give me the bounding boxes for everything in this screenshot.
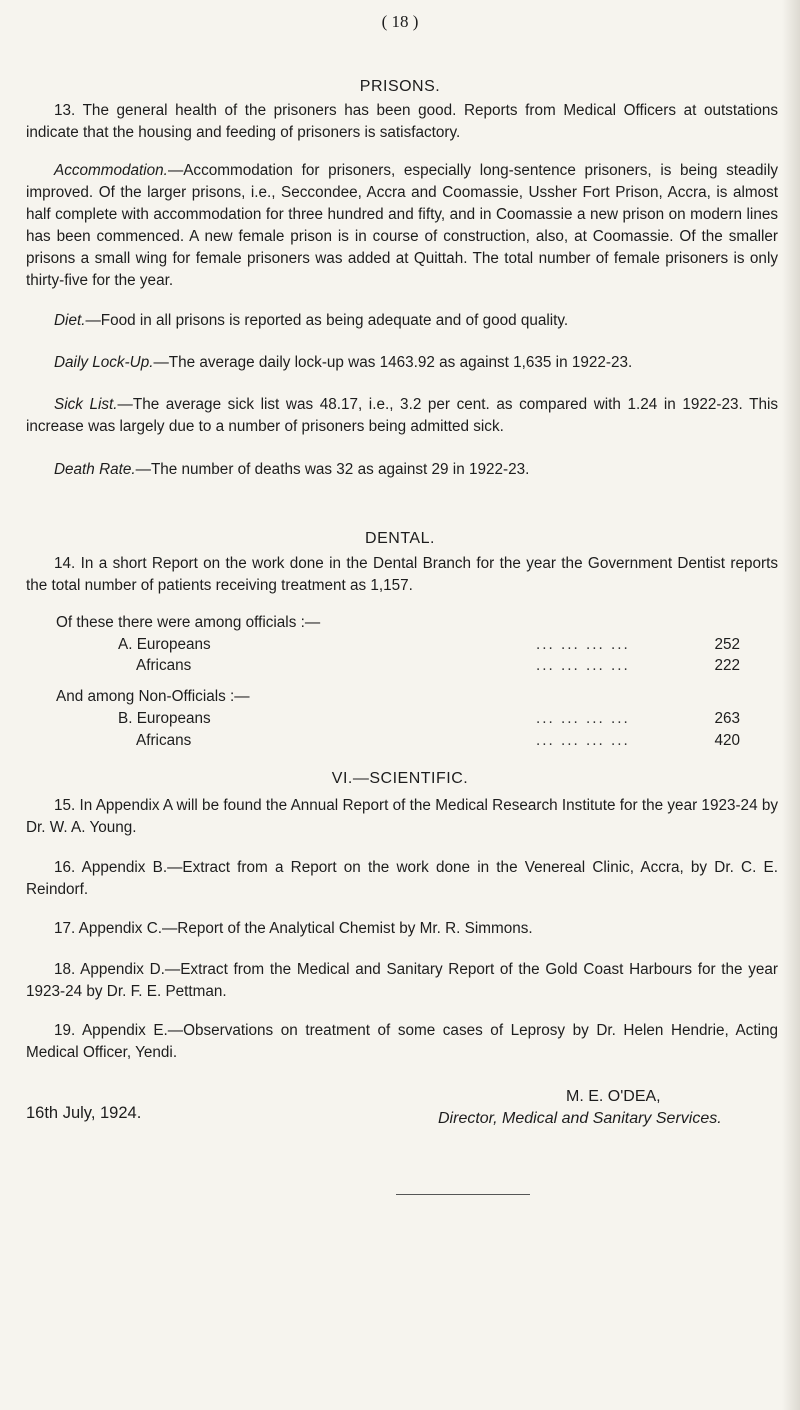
- sick-list-text: —The average sick list was 48.17, i.e., 3.2 per cent. as compared with 1.24 in 1922-23. This increase was largely due to a number of prisoners being admitted sick.: [26, 396, 778, 435]
- officials-europeans-label: A. Europeans: [118, 636, 211, 653]
- non-officials-europeans-value: 263: [714, 710, 740, 727]
- leader-dots: ... ... ... ...: [536, 732, 630, 749]
- death-rate-text: —The number of deaths was 32 as against 29 in 1922-23.: [135, 461, 530, 478]
- sick-list-paragraph: [26, 394, 778, 438]
- page-edge-shadow: [782, 0, 800, 1410]
- officials-europeans-value: 252: [714, 636, 740, 653]
- death-rate-lead: Death Rate.: [54, 461, 136, 478]
- officials-africans-label: Africans: [136, 657, 192, 674]
- paragraph-17: 17. Appendix C.—Report of the Analytical Chemist by Mr. R. Simmons.: [54, 920, 533, 937]
- officials-africans-value: 222: [714, 657, 740, 674]
- leader-dots: ... ... ... ...: [536, 636, 630, 653]
- signature-date: 16th July, 1924.: [26, 1104, 142, 1122]
- diet-paragraph: [26, 310, 778, 332]
- sick-list-lead: Sick List.: [54, 396, 118, 413]
- dental-heading: DENTAL.: [365, 530, 435, 547]
- paragraph-18: 18. Appendix D.—Extract from the Medical and Sanitary Report of the Gold Coast Harbours for the year 1923-24 by Dr. F. E. Pettman.: [26, 961, 778, 1000]
- paragraph-16: 16. Appendix B.—Extract from a Report on the work done in the Venereal Clinic, Accra, by Dr. C. E. Reindorf.: [26, 859, 778, 898]
- officials-intro: Of these there were among officials :—: [56, 614, 321, 631]
- non-officials-europeans-label: B. Europeans: [118, 710, 211, 727]
- lockup-paragraph: [26, 352, 778, 374]
- death-rate-paragraph: [26, 459, 778, 481]
- signature-name: M. E. O'DEA,: [566, 1088, 661, 1105]
- scientific-heading: VI.—SCIENTIFIC.: [331, 770, 469, 787]
- leader-dots: ... ... ... ...: [536, 657, 630, 674]
- page-number: ( 18 ): [381, 12, 419, 31]
- prisons-heading: PRISONS.: [359, 78, 441, 95]
- leader-dots: ... ... ... ...: [536, 710, 630, 727]
- paragraph-15: 15. In Appendix A will be found the Annual Report of the Medical Research Institute for the year 1923-24 by Dr. W. A. Young.: [26, 797, 778, 836]
- signature-title: Director, Medical and Sanitary Services.: [438, 1110, 722, 1127]
- diet-text: —Food in all prisons is reported as being adequate and of good quality.: [85, 312, 569, 329]
- lockup-text: —The average daily lock-up was 1463.92 as against 1,635 in 1922-23.: [153, 354, 633, 371]
- paragraph-14: 14. In a short Report on the work done in the Dental Branch for the year the Government Dentist reports the total number of patients receiving treatment as 1,157.: [26, 555, 778, 594]
- accommodation-paragraph: [26, 160, 778, 292]
- closing-rule: [396, 1194, 530, 1195]
- paragraph-19: 19. Appendix E.—Observations on treatment of some cases of Leprosy by Dr. Helen Hendrie, Acting Medical Officer, Yendi.: [26, 1022, 778, 1061]
- non-officials-africans-label: Africans: [136, 732, 192, 749]
- non-officials-intro: And among Non-Officials :—: [56, 688, 250, 705]
- accommodation-lead: Accommodation.: [54, 162, 168, 179]
- paragraph-13: 13. The general health of the prisoners has been good. Reports from Medical Officers at outstations indicate that the housing and feeding of prisoners is satisfactory.: [26, 102, 778, 141]
- accommodation-text: —Accommodation for prisoners, especially long-sentence prisoners, is being steadily improved. Of the larger prisons, i.e., Seccondee, Accra and Coomassie, Ussher Fort Prison, Accra, is almost half complete with accommodation for three hundred and fifty, and in Coomassie a new prison on modern lines has been commenced. A new female prison is in course of construction, also, at Coomassie. Of the smaller prisons a small wing for female prisoners was added at Quittah. The total number of female prisoners is only thirty-five for the year.: [26, 162, 778, 289]
- lockup-lead: Daily Lock-Up.: [54, 354, 154, 371]
- non-officials-africans-value: 420: [714, 732, 740, 749]
- diet-lead: Diet.: [54, 312, 86, 329]
